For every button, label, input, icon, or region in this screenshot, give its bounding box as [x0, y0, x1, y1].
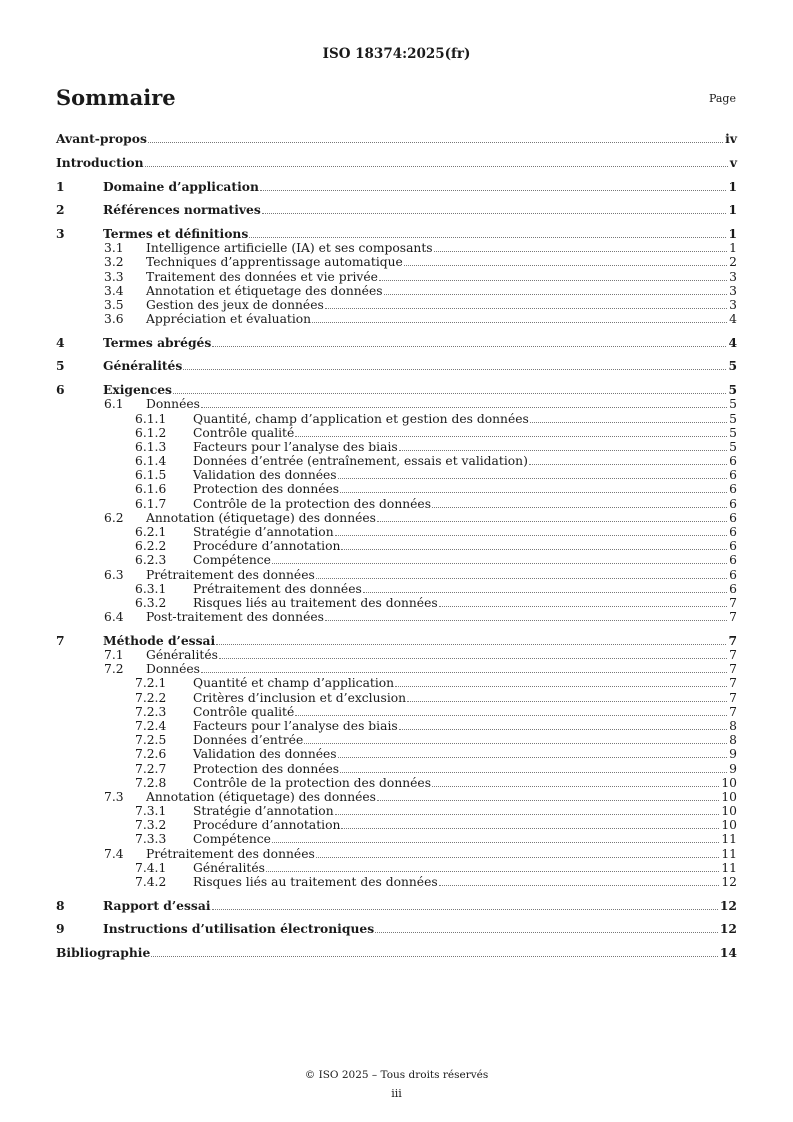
toc-entry[interactable]	[56, 648, 737, 662]
toc-entry-title: Instructions d’utilisation électroniques	[103, 921, 375, 937]
toc-entry-number: 3.5	[104, 297, 124, 312]
toc-entry[interactable]	[56, 383, 737, 397]
dot-leader	[407, 701, 727, 702]
toc-entry-title: Généralités	[193, 860, 265, 875]
toc-entry-number: 2	[56, 202, 65, 218]
toc-entry-title: Annotation et étiquetage des données	[146, 283, 383, 298]
toc-entry[interactable]	[56, 676, 737, 690]
toc-entry-page: 5	[728, 358, 737, 374]
toc-entry-title: Procédure d’annotation	[193, 539, 341, 554]
dot-leader	[399, 450, 727, 451]
toc-entry-title: Contrôle de la protection des données	[193, 496, 432, 511]
toc-entry-number: 6.1.1	[135, 411, 167, 426]
toc-entry-page: 8	[729, 718, 737, 733]
toc-entry-number: 6.1.5	[135, 468, 167, 483]
toc-entry-number: 6.3.2	[135, 595, 167, 610]
toc-entry[interactable]	[56, 298, 737, 312]
toc-entry[interactable]	[56, 482, 737, 496]
toc-entry-number: 6.2.1	[135, 525, 167, 539]
dot-leader	[404, 265, 727, 266]
toc-entry-title: Contrôle qualité	[193, 704, 295, 719]
toc-entry-number: 7.3.2	[135, 818, 167, 833]
dot-leader	[272, 842, 719, 843]
toc-entry-title: Compétence	[193, 832, 271, 847]
toc-entry-page: 6	[729, 539, 737, 554]
toc-entry-number: 6.2.2	[135, 539, 167, 554]
toc-entry-number: 7	[56, 632, 65, 648]
dot-leader	[432, 786, 719, 787]
toc-entry-title: Données	[146, 662, 200, 677]
toc-entry[interactable]	[56, 776, 737, 790]
toc-entry-title: Stratégie d’annotation	[193, 525, 334, 539]
toc-entry-title: Introduction	[56, 154, 144, 170]
toc-entry-number: 7.2.8	[135, 775, 167, 790]
dot-leader	[304, 743, 727, 744]
toc-entry[interactable]	[56, 411, 737, 425]
toc-entry-page: 7	[729, 648, 737, 662]
dot-leader	[151, 956, 718, 957]
toc-entry-title: Traitement des données et vie privée	[146, 269, 378, 284]
toc-entry[interactable]	[56, 553, 737, 567]
dot-leader	[260, 190, 727, 191]
toc-entry-number: 6.4	[104, 610, 124, 625]
dot-leader	[377, 521, 727, 522]
toc-entry-title: Annotation (étiquetage) des données	[146, 510, 376, 525]
toc-entry-page: 10	[721, 789, 737, 804]
toc-entry-page: 6	[729, 567, 737, 582]
toc-entry-number: 6.2	[104, 510, 124, 525]
toc-entry-title: Techniques d’apprentissage automatique	[146, 255, 403, 270]
toc-entry-page: 8	[729, 733, 737, 748]
toc-entry-page: 7	[728, 632, 737, 648]
toc-entry-title: Contrôle qualité	[193, 425, 295, 440]
toc-entry-number: 3.2	[104, 255, 124, 270]
toc-entry-page: 4	[729, 312, 737, 327]
toc-entry-page: 12	[719, 921, 737, 937]
toc-entry[interactable]	[56, 539, 737, 553]
dot-leader	[439, 606, 728, 607]
toc-entry-number: 7.2.7	[135, 761, 167, 776]
toc-entry-number: 6.1.6	[135, 482, 167, 497]
toc-entry-title: Validation des données	[193, 747, 337, 762]
toc-entry-page: 6	[729, 482, 737, 497]
dot-leader	[341, 828, 719, 829]
toc-entry[interactable]	[56, 359, 737, 373]
toc-entry-page: 7	[729, 704, 737, 719]
toc-entry-number: 7.2.6	[135, 747, 167, 762]
toc-entry[interactable]	[56, 132, 737, 146]
toc-entry-page: 1	[729, 241, 737, 256]
toc-entry-number: 5	[56, 358, 65, 374]
dot-leader	[219, 658, 727, 659]
dot-leader	[249, 237, 726, 238]
dot-leader	[316, 578, 727, 579]
toc-entry-page: 14	[719, 945, 737, 961]
dot-leader	[272, 563, 727, 564]
toc-entry-title: Critères d’inclusion et d’exclusion	[193, 690, 407, 705]
toc-entry[interactable]	[56, 818, 737, 832]
toc-entry-page: 9	[729, 747, 737, 762]
toc-entry-number: 7.4.2	[135, 875, 167, 889]
toc-entry-page: 6	[729, 496, 737, 511]
toc-entry-title: Facteurs pour l’analyse des biais	[193, 439, 398, 454]
table-of-contents	[56, 132, 737, 960]
dot-leader	[340, 492, 727, 493]
toc-entry-title: Risques liés au traitement des données	[193, 595, 438, 610]
toc-entry-title: Termes et définitions	[103, 225, 249, 241]
toc-entry-page: 12	[719, 897, 737, 913]
toc-entry[interactable]	[56, 719, 737, 733]
toc-entry-page: 1	[728, 202, 737, 218]
toc-entry-title: Appréciation et évaluation	[146, 312, 312, 327]
toc-entry-page: 5	[729, 439, 737, 454]
toc-entry-title: Méthode d’essai	[103, 632, 216, 648]
toc-entry-title: Prétraitement des données	[146, 567, 315, 582]
dot-leader	[375, 932, 718, 933]
toc-entry-page: 6	[729, 468, 737, 483]
toc-entry-title: Risques liés au traitement des données	[193, 875, 438, 889]
toc-entry-title: Bibliographie	[56, 945, 151, 961]
toc-entry[interactable]	[56, 567, 737, 581]
dot-leader	[341, 549, 727, 550]
dot-leader	[212, 346, 726, 347]
toc-entry-title: Généralités	[103, 358, 183, 374]
dot-leader	[145, 166, 728, 167]
dot-leader	[432, 507, 727, 508]
toc-entry-title: Protection des données	[193, 761, 340, 776]
dot-leader	[201, 407, 727, 408]
toc-entry[interactable]	[56, 255, 737, 269]
dot-leader	[338, 757, 728, 758]
toc-entry-title: Prétraitement des données	[193, 581, 362, 596]
toc-entry-title: Exigences	[103, 382, 172, 398]
dot-leader	[340, 772, 727, 773]
toc-entry[interactable]	[56, 747, 737, 761]
toc-entry[interactable]	[56, 832, 737, 846]
toc-entry-number: 6.2.3	[135, 553, 167, 568]
toc-entry[interactable]	[56, 922, 737, 936]
toc-entry-page: 6	[729, 510, 737, 525]
toc-entry-number: 7.2.2	[135, 690, 167, 705]
toc-entry[interactable]	[56, 875, 737, 889]
toc-entry-number: 7.2	[104, 662, 124, 677]
toc-entry[interactable]	[56, 610, 737, 624]
page-column-label: Page	[708, 92, 736, 105]
toc-entry[interactable]	[56, 804, 737, 818]
toc-entry[interactable]	[56, 596, 737, 610]
toc-entry[interactable]	[56, 790, 737, 804]
toc-entry[interactable]	[56, 440, 737, 454]
toc-entry[interactable]	[56, 203, 737, 217]
toc-entry-page: 3	[729, 297, 737, 312]
toc-entry-number: 3	[56, 225, 65, 241]
toc-entry-page: 10	[721, 804, 737, 819]
toc-entry[interactable]	[56, 312, 737, 326]
toc-entry-number: 7.4.1	[135, 860, 167, 875]
toc-entry-page: 11	[721, 846, 737, 861]
toc-entry[interactable]	[56, 582, 737, 596]
toc-entry-number: 6.1	[104, 397, 124, 412]
toc-entry-page: 6	[729, 553, 737, 568]
toc-entry-title: Annotation (étiquetage) des données	[146, 789, 376, 804]
toc-entry-title: Quantité, champ d’application et gestion des données	[193, 411, 529, 426]
dot-leader	[201, 672, 727, 673]
toc-entry-title: Généralités	[146, 648, 218, 662]
dot-leader	[529, 464, 727, 465]
toc-entry-title: Domaine d’application	[103, 178, 259, 194]
dot-leader	[266, 871, 719, 872]
toc-entry[interactable]	[56, 861, 737, 875]
toc-entry[interactable]	[56, 156, 737, 170]
dot-leader	[363, 592, 727, 593]
toc-entry-title: Données	[146, 397, 200, 412]
toc-entry-number: 7.2.5	[135, 733, 167, 748]
toc-entry-page: 5	[728, 382, 737, 398]
toc-entry[interactable]	[56, 397, 737, 411]
toc-entry-page: 5	[729, 411, 737, 426]
toc-entry-number: 3.1	[104, 241, 124, 256]
toc-entry-page: 3	[729, 283, 737, 298]
toc-entry-number: 6.1.7	[135, 496, 167, 511]
toc-entry-title: Facteurs pour l’analyse des biais	[193, 718, 398, 733]
dot-leader	[338, 478, 728, 479]
toc-entry-page: 5	[729, 397, 737, 412]
toc-entry[interactable]	[56, 454, 737, 468]
toc-entry-title: Stratégie d’annotation	[193, 804, 334, 819]
toc-entry[interactable]	[56, 227, 737, 241]
dot-leader	[379, 280, 727, 281]
dot-leader	[148, 142, 723, 143]
toc-entry[interactable]	[56, 662, 737, 676]
toc-entry-page: 10	[721, 818, 737, 833]
toc-entry-title: Rapport d’essai	[103, 897, 211, 913]
toc-entry[interactable]	[56, 761, 737, 775]
toc-entry-number: 7.3.1	[135, 804, 167, 819]
page-number: iii	[391, 1087, 402, 1100]
toc-entry-number: 7.1	[104, 648, 124, 662]
toc-entry[interactable]	[56, 899, 737, 913]
toc-entry-title: Post-traitement des données	[146, 610, 324, 625]
dot-leader	[384, 294, 728, 295]
toc-entry-page: 1	[728, 225, 737, 241]
toc-entry-number: 8	[56, 897, 65, 913]
toc-entry-title: Protection des données	[193, 482, 340, 497]
toc-entry-page: 7	[729, 676, 737, 691]
toc-entry-page: 3	[729, 269, 737, 284]
toc-entry[interactable]	[56, 468, 737, 482]
toc-entry-number: 7.2.3	[135, 704, 167, 719]
toc-entry-title: Données d’entrée	[193, 733, 304, 748]
toc-entry-number: 7.3.3	[135, 832, 167, 847]
toc-entry-page: iv	[725, 131, 737, 147]
toc-entry-page: 6	[729, 581, 737, 596]
page-title: Sommaire	[56, 85, 176, 110]
dot-leader	[335, 535, 728, 536]
toc-entry[interactable]	[56, 426, 737, 440]
dot-leader	[183, 369, 726, 370]
toc-entry-title: Termes abrégés	[103, 334, 212, 350]
dot-leader	[316, 857, 720, 858]
dot-leader	[335, 814, 720, 815]
toc-entry-title: Avant-propos	[56, 131, 147, 147]
toc-entry-page: 11	[721, 860, 737, 875]
toc-entry-page: 11	[721, 832, 737, 847]
dot-leader	[295, 715, 727, 716]
toc-entry-title: Données d’entrée (entraînement, essais et validation)	[193, 454, 528, 469]
dot-leader	[325, 308, 727, 309]
toc-entry-number: 7.3	[104, 789, 124, 804]
dot-leader	[439, 885, 720, 886]
toc-entry[interactable]	[56, 525, 737, 539]
toc-entry-page: 9	[729, 761, 737, 776]
toc-entry-page: v	[729, 154, 737, 170]
dot-leader	[377, 800, 719, 801]
toc-entry-title: Validation des données	[193, 468, 337, 483]
toc-entry-page: 5	[729, 425, 737, 440]
toc-entry-number: 4	[56, 334, 65, 350]
toc-entry-title: Intelligence artificielle (IA) et ses composants	[146, 241, 433, 256]
toc-entry-number: 3.6	[104, 312, 124, 327]
toc-entry-page: 6	[729, 454, 737, 469]
toc-entry[interactable]	[56, 269, 737, 283]
toc-entry-number: 9	[56, 921, 65, 937]
dot-leader	[173, 393, 726, 394]
toc-entry-page: 7	[729, 595, 737, 610]
dot-leader	[399, 729, 727, 730]
toc-entry[interactable]	[56, 179, 737, 193]
toc-entry-number: 6	[56, 382, 65, 398]
toc-entry-page: 4	[728, 334, 737, 350]
dot-leader	[295, 436, 727, 437]
toc-entry[interactable]	[56, 284, 737, 298]
toc-entry[interactable]	[56, 336, 737, 350]
toc-entry-number: 7.4	[104, 846, 124, 861]
toc-entry-number: 6.3.1	[135, 581, 167, 596]
toc-entry-page: 7	[729, 690, 737, 705]
toc-entry-number: 7.2.4	[135, 718, 167, 733]
toc-entry-title: Gestion des jeux de données	[146, 297, 324, 312]
dot-leader	[212, 909, 718, 910]
toc-entry-page: 6	[729, 525, 737, 539]
toc-entry-title: Compétence	[193, 553, 271, 568]
dot-leader	[434, 251, 728, 252]
toc-entry-number: 6.1.4	[135, 454, 167, 469]
toc-entry-number: 6.1.3	[135, 439, 167, 454]
toc-entry[interactable]	[56, 690, 737, 704]
toc-entry-number: 3.4	[104, 283, 124, 298]
dot-leader	[262, 213, 727, 214]
dot-leader	[325, 620, 727, 621]
toc-entry-title: Procédure d’annotation	[193, 818, 341, 833]
dot-leader	[312, 322, 727, 323]
document-id: ISO 18374:2025(fr)	[322, 46, 471, 62]
toc-entry[interactable]	[56, 946, 737, 960]
toc-entry-page: 1	[728, 178, 737, 194]
toc-entry-number: 6.3	[104, 567, 124, 582]
toc-entry-title: Quantité et champ d’application	[193, 676, 395, 691]
toc-entry-number: 1	[56, 178, 65, 194]
toc-entry[interactable]	[56, 846, 737, 860]
toc-entry-number: 7.2.1	[135, 676, 167, 691]
toc-entry[interactable]	[56, 241, 737, 255]
toc-entry-title: Contrôle de la protection des données	[193, 775, 432, 790]
toc-entry[interactable]	[56, 705, 737, 719]
toc-entry-title: Prétraitement des données	[146, 846, 315, 861]
toc-entry-page: 7	[729, 610, 737, 625]
copyright-notice: © ISO 2025 – Tous droits réservés	[304, 1069, 489, 1081]
dot-leader	[395, 686, 727, 687]
toc-entry[interactable]	[56, 733, 737, 747]
toc-entry[interactable]	[56, 634, 737, 648]
toc-entry-page: 2	[729, 255, 737, 270]
toc-entry-number: 6.1.2	[135, 425, 167, 440]
toc-entry-number: 3.3	[104, 269, 124, 284]
dot-leader	[530, 422, 727, 423]
dot-leader	[216, 644, 726, 645]
toc-entry[interactable]	[56, 496, 737, 510]
toc-entry-page: 7	[729, 662, 737, 677]
toc-entry[interactable]	[56, 511, 737, 525]
toc-entry-page: 10	[721, 775, 737, 790]
toc-entry-title: Références normatives	[103, 202, 261, 218]
toc-entry-page: 12	[721, 875, 737, 889]
